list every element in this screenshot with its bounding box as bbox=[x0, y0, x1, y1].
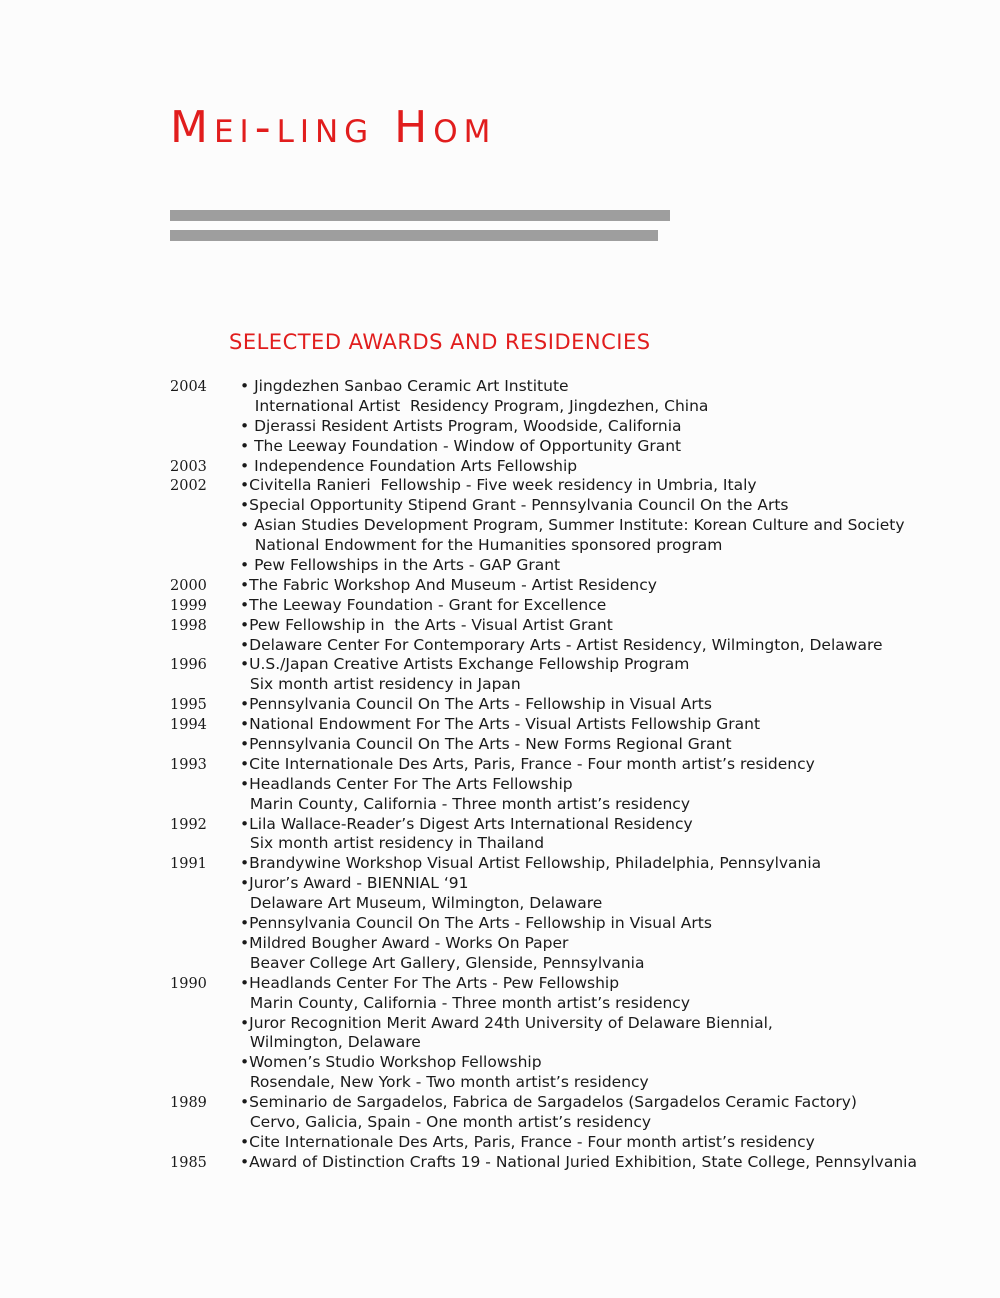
award-text: •Cite Internationale Des Arts, Paris, France - Four month artist’s residency bbox=[240, 754, 815, 773]
list-item bbox=[170, 616, 950, 636]
list-item bbox=[170, 854, 950, 874]
list-item bbox=[170, 834, 950, 854]
award-text: • The Leeway Foundation - Window of Opportunity Grant bbox=[240, 436, 682, 455]
award-text: •Pennsylvania Council On The Arts - Fellowship in Visual Arts bbox=[240, 695, 712, 714]
list-item bbox=[170, 894, 950, 914]
list-item bbox=[170, 536, 950, 556]
award-year: 1991 bbox=[170, 856, 207, 873]
award-text: •Headlands Center For The Arts Fellowship bbox=[240, 774, 573, 793]
award-text: •Women’s Studio Workshop Fellowship bbox=[240, 1053, 542, 1072]
awards-list bbox=[170, 377, 950, 1173]
award-text: •Mildred Bougher Award - Works On Paper bbox=[240, 933, 569, 952]
award-text: •Lila Wallace-Reader’s Digest Arts International Residency bbox=[240, 814, 693, 833]
award-text: •Brandywine Workshop Visual Artist Fellowship, Philadelphia, Pennsylvania bbox=[240, 854, 822, 873]
list-item bbox=[170, 715, 950, 735]
award-text: •Seminario de Sargadelos, Fabrica de Sargadelos (Sargadelos Ceramic Factory) bbox=[240, 1093, 857, 1112]
list-item bbox=[170, 1014, 950, 1034]
award-text: • Independence Foundation Arts Fellowship bbox=[240, 456, 578, 475]
award-year: 1995 bbox=[170, 697, 207, 714]
award-text: Marin County, California - Three month artist’s residency bbox=[240, 794, 690, 813]
list-item bbox=[170, 397, 950, 417]
award-year: 1990 bbox=[170, 975, 207, 992]
award-year: 1985 bbox=[170, 1154, 207, 1171]
list-item bbox=[170, 1153, 950, 1173]
list-item bbox=[170, 775, 950, 795]
award-year: 1992 bbox=[170, 816, 207, 833]
award-year: 2002 bbox=[170, 478, 207, 495]
award-text: •Pew Fellowship in the Arts - Visual Artist Grant bbox=[240, 615, 613, 634]
award-text: •The Leeway Foundation - Grant for Excellence bbox=[240, 595, 607, 614]
award-text: Wilmington, Delaware bbox=[240, 1033, 421, 1052]
list-item bbox=[170, 815, 950, 835]
list-item bbox=[170, 1053, 950, 1073]
list-item bbox=[170, 1133, 950, 1153]
award-text: •National Endowment For The Arts - Visual Artists Fellowship Grant bbox=[240, 715, 761, 734]
list-item bbox=[170, 476, 950, 496]
award-text: Rosendale, New York - Two month artist’s residency bbox=[240, 1073, 649, 1092]
award-year: 1994 bbox=[170, 717, 207, 734]
list-item bbox=[170, 655, 950, 675]
award-year: 1993 bbox=[170, 756, 207, 773]
award-year: 1989 bbox=[170, 1095, 207, 1112]
award-text: •Civitella Ranieri Fellowship - Five week residency in Umbria, Italy bbox=[240, 476, 757, 495]
list-item bbox=[170, 914, 950, 934]
award-text: •Pennsylvania Council On The Arts - Fellowship in Visual Arts bbox=[240, 914, 712, 933]
list-item bbox=[170, 954, 950, 974]
list-item bbox=[170, 974, 950, 994]
award-text: •Special Opportunity Stipend Grant - Pennsylvania Council On the Arts bbox=[240, 496, 789, 515]
award-text: • Djerassi Resident Artists Program, Woodside, California bbox=[240, 416, 682, 435]
list-item bbox=[170, 1033, 950, 1053]
list-item bbox=[170, 496, 950, 516]
award-text: Beaver College Art Gallery, Glenside, Pennsylvania bbox=[240, 953, 645, 972]
list-item bbox=[170, 675, 950, 695]
award-year: 1999 bbox=[170, 597, 207, 614]
list-item bbox=[170, 695, 950, 715]
redacted-address-line bbox=[170, 210, 670, 221]
list-item bbox=[170, 934, 950, 954]
list-item bbox=[170, 457, 950, 477]
award-text: Six month artist residency in Japan bbox=[240, 675, 521, 694]
award-text: Delaware Art Museum, Wilmington, Delaware bbox=[240, 894, 603, 913]
award-text: • Jingdezhen Sanbao Ceramic Art Institute bbox=[240, 377, 569, 395]
redacted-contact-line bbox=[170, 230, 658, 241]
award-text: •Cite Internationale Des Arts, Paris, France - Four month artist’s residency bbox=[240, 1132, 815, 1151]
award-text: Six month artist residency in Thailand bbox=[240, 834, 545, 853]
list-item bbox=[170, 1113, 950, 1133]
award-text: •Headlands Center For The Arts - Pew Fellowship bbox=[240, 973, 620, 992]
award-text: Marin County, California - Three month artist’s residency bbox=[240, 993, 690, 1012]
award-text: •The Fabric Workshop And Museum - Artist Residency bbox=[240, 575, 657, 594]
list-item bbox=[170, 874, 950, 894]
list-item bbox=[170, 1093, 950, 1113]
award-year: 2003 bbox=[170, 458, 207, 475]
award-text: •U.S./Japan Creative Artists Exchange Fellowship Program bbox=[240, 655, 690, 674]
award-text: •Juror Recognition Merit Award 24th University of Delaware Biennial, bbox=[240, 1013, 773, 1032]
list-item bbox=[170, 417, 950, 437]
award-text: Cervo, Galicia, Spain - One month artist’s residency bbox=[240, 1112, 652, 1131]
list-item bbox=[170, 735, 950, 755]
award-text: • Pew Fellowships in the Arts - GAP Grant bbox=[240, 556, 561, 575]
award-text: National Endowment for the Humanities sponsored program bbox=[240, 536, 723, 555]
list-item bbox=[170, 755, 950, 775]
list-item bbox=[170, 516, 950, 536]
award-text: •Pennsylvania Council On The Arts - New Forms Regional Grant bbox=[240, 735, 732, 754]
list-item bbox=[170, 1073, 950, 1093]
list-item bbox=[170, 795, 950, 815]
list-item bbox=[170, 994, 950, 1014]
award-text: International Artist Residency Program, Jingdezhen, China bbox=[240, 396, 709, 415]
list-item bbox=[170, 556, 950, 576]
award-text: •Award of Distinction Crafts 19 - National Juried Exhibition, State College, Pennsylvania bbox=[240, 1152, 917, 1171]
list-item bbox=[170, 596, 950, 616]
award-year: 1996 bbox=[170, 657, 207, 674]
award-text: • Asian Studies Development Program, Summer Institute: Korean Culture and Society bbox=[240, 516, 905, 535]
list-item bbox=[170, 377, 950, 397]
award-text: •Delaware Center For Contemporary Arts - Artist Residency, Wilmington, Delaware bbox=[240, 635, 883, 654]
section-heading: SELECTED AWARDS AND RESIDENCIES bbox=[229, 330, 651, 354]
page-title: Mei-ling Hom bbox=[170, 102, 497, 153]
award-year: 2000 bbox=[170, 577, 207, 594]
list-item bbox=[170, 636, 950, 656]
list-item bbox=[170, 437, 950, 457]
award-year: 2004 bbox=[170, 379, 207, 395]
award-text: •Juror’s Award - BIENNIAL ‘91 bbox=[240, 874, 469, 893]
list-item bbox=[170, 576, 950, 596]
award-year: 1998 bbox=[170, 617, 207, 634]
